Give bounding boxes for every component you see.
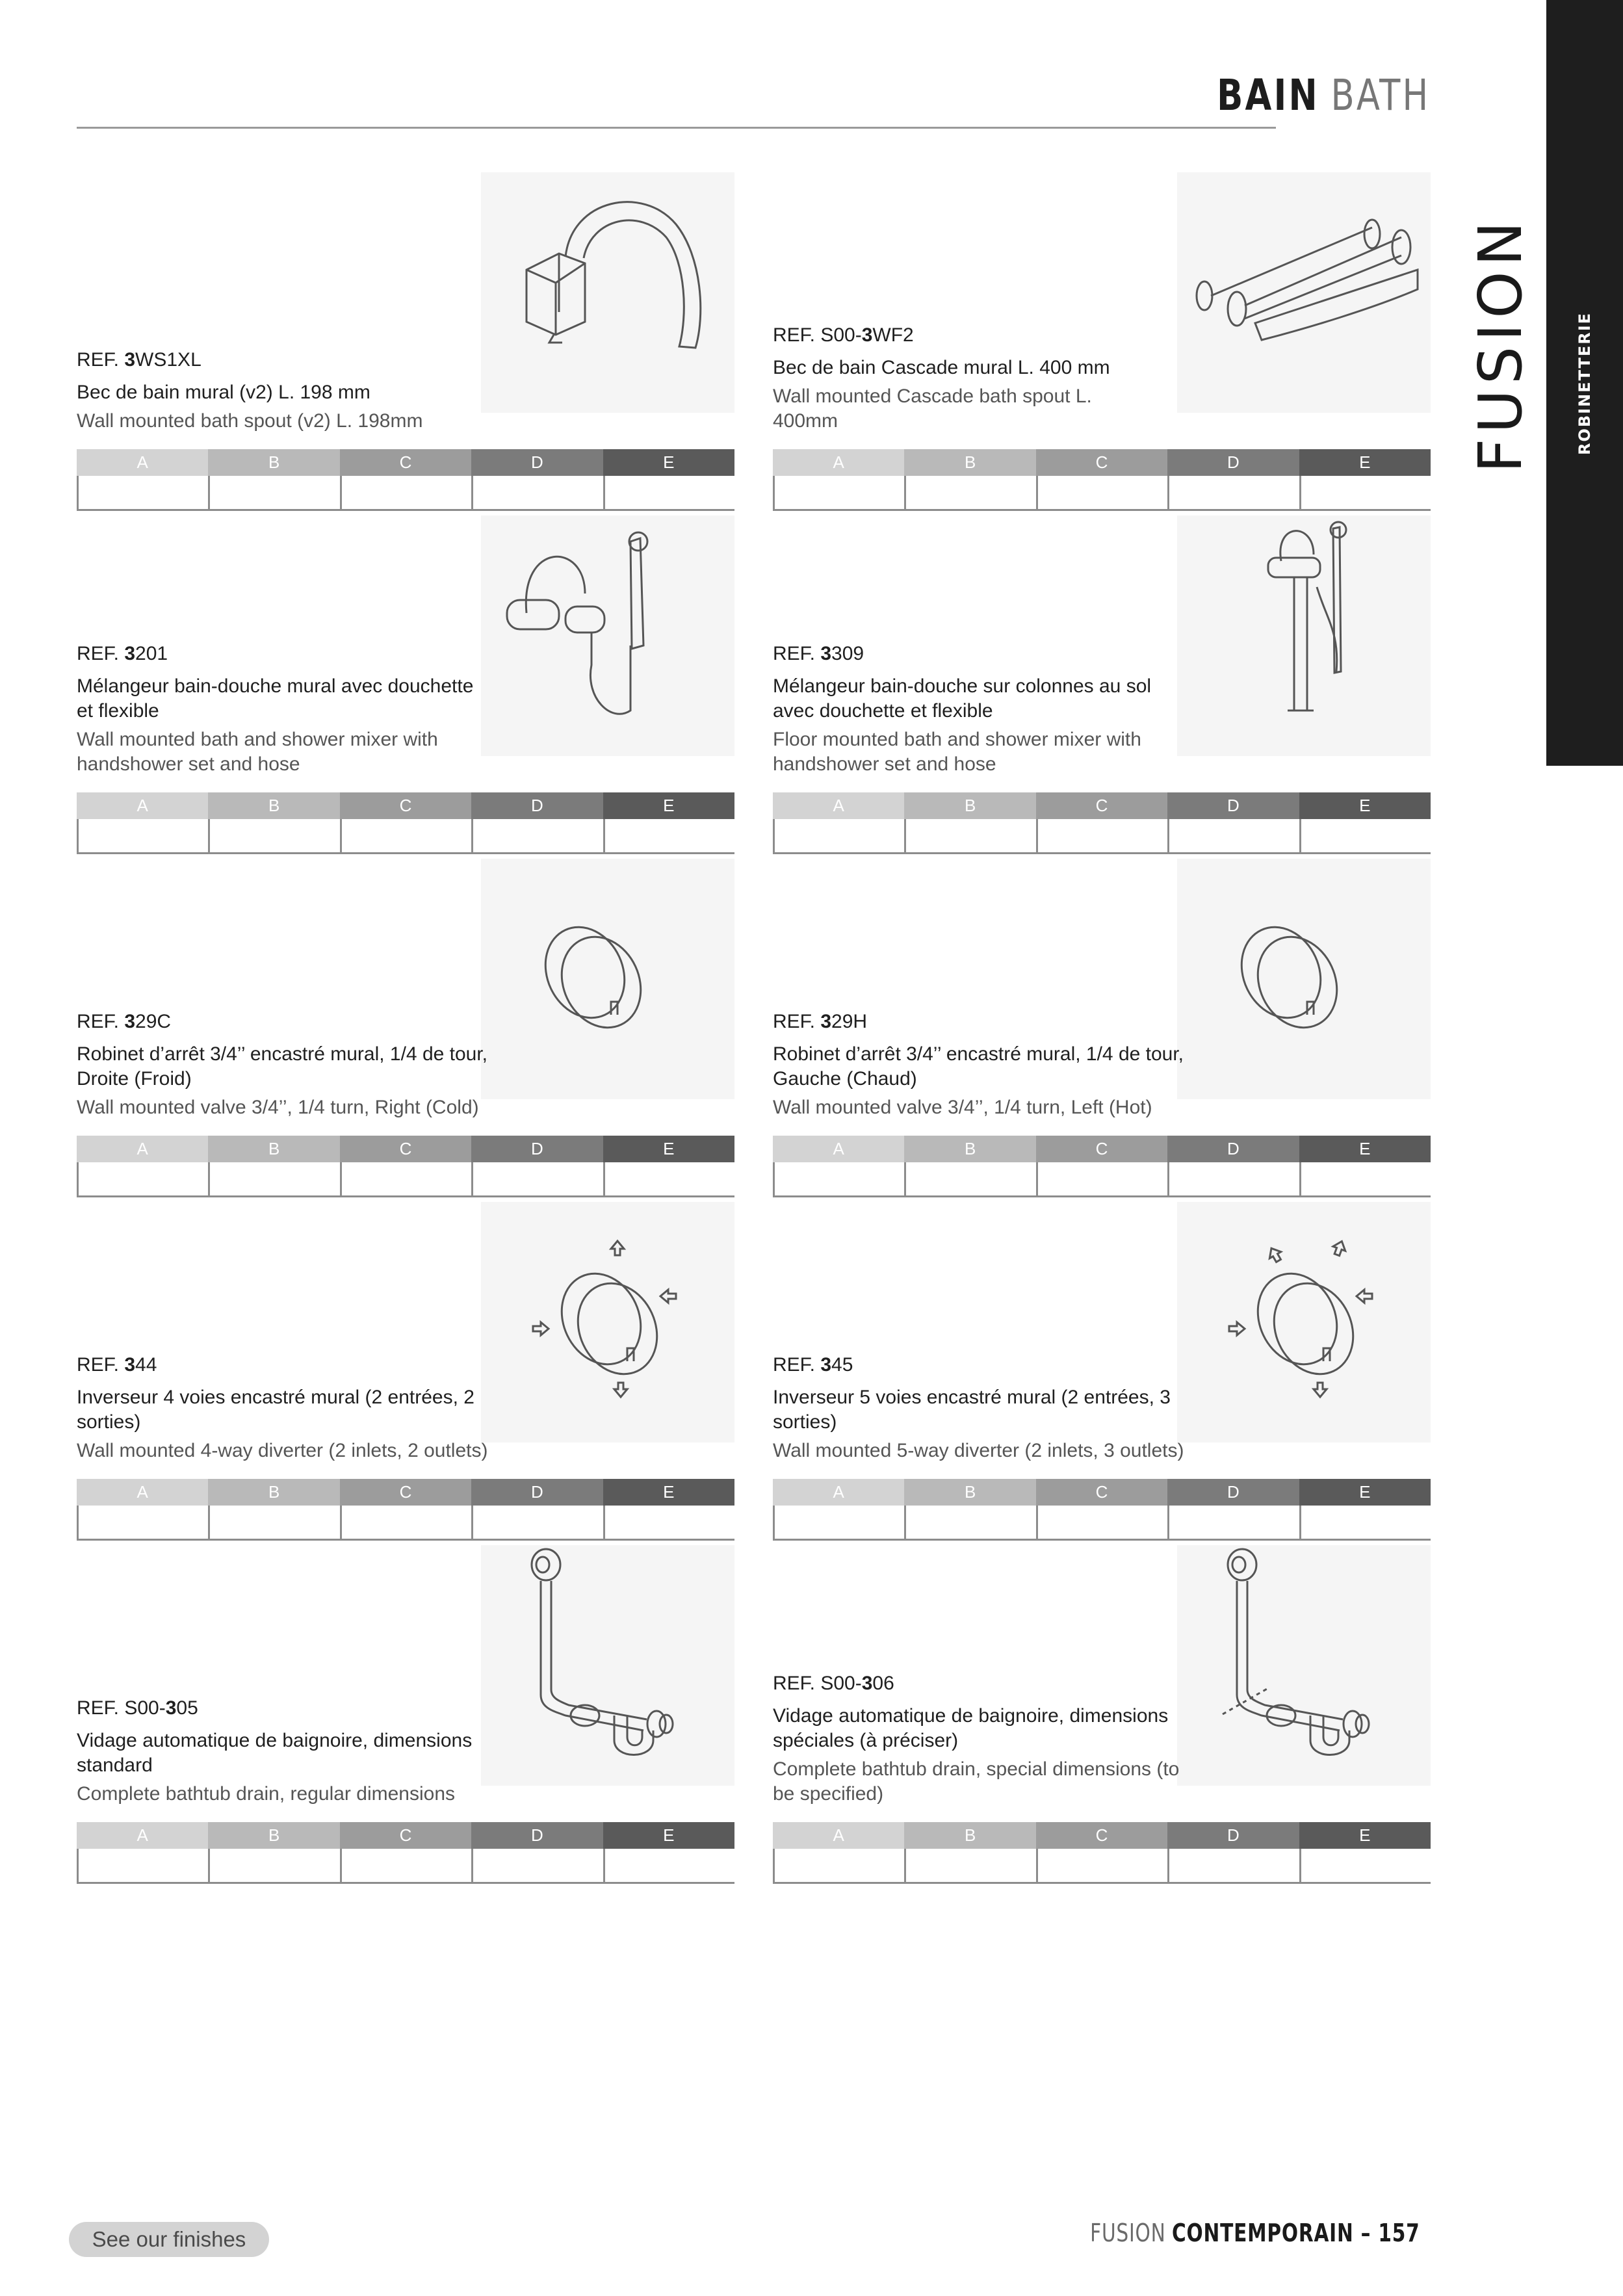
finish-cell <box>1036 476 1167 509</box>
header-divider <box>77 127 1276 129</box>
finish-cell <box>773 1849 904 1882</box>
product-card <box>773 1202 1431 1540</box>
finish-cell <box>904 1506 1035 1539</box>
finish-cell <box>1299 476 1431 509</box>
finish-c: C <box>340 449 471 476</box>
finish-grid <box>773 1822 1431 1883</box>
product-name-en: Wall mounted 4-way diverter (2 inlets, 2 outlets) <box>77 1440 488 1461</box>
product-name-en: Wall mounted bath spout (v2) L. 198mm <box>77 410 423 432</box>
finish-b: B <box>208 792 339 819</box>
product-name-fr: Bec de bain Cascade mural L. 400 mm <box>773 357 1110 378</box>
product-card <box>773 1545 1431 1883</box>
footer-page-label: CONTEMPORAIN – 157 <box>1172 2219 1420 2247</box>
finish-c: C <box>1036 449 1167 476</box>
finish-d: D <box>471 1136 603 1162</box>
finish-cell <box>471 476 603 509</box>
product-text <box>77 643 493 777</box>
finish-a: A <box>773 1136 904 1162</box>
finish-cell <box>340 1506 471 1539</box>
product-text <box>77 1697 493 1807</box>
finish-e: E <box>603 1479 734 1506</box>
product-ref: REF. 329C <box>77 1011 172 1032</box>
finish-b: B <box>208 1822 339 1849</box>
finish-cell <box>77 1162 208 1195</box>
finish-a: A <box>77 1136 208 1162</box>
bathtub-drain-special-icon <box>1177 1545 1431 1786</box>
product-text <box>77 349 493 434</box>
finish-cell <box>1299 1162 1431 1195</box>
product-text <box>773 324 1189 434</box>
product-name-en: Complete bathtub drain, regular dimensions <box>77 1783 455 1805</box>
finish-d: D <box>1167 1136 1299 1162</box>
finish-e: E <box>1299 1136 1431 1162</box>
product-card <box>773 172 1431 510</box>
finish-cell <box>904 1162 1035 1195</box>
product-card <box>77 1202 734 1540</box>
finish-b: B <box>904 1136 1035 1162</box>
side-brand: FUSION <box>1466 216 1535 473</box>
finish-a: A <box>77 449 208 476</box>
product-name-fr: Vidage automatique de baignoire, dimensions standard <box>77 1730 473 1776</box>
finish-grid <box>77 792 734 854</box>
finish-d: D <box>471 1479 603 1506</box>
finish-cell <box>1036 1162 1167 1195</box>
product-name-fr: Inverseur 4 voies encastré mural (2 entrées, 2 sorties) <box>77 1387 474 1433</box>
finish-cell <box>208 476 339 509</box>
product-name-en: Wall mounted 5-way diverter (2 inlets, 3 outlets) <box>773 1440 1184 1461</box>
product-text <box>77 1011 493 1120</box>
product-name-en: Floor mounted bath and shower mixer with handshower set and hose <box>773 729 1141 775</box>
finish-cell <box>1299 1849 1431 1882</box>
finish-cell <box>603 1162 734 1195</box>
product-ref: REF. 345 <box>773 1354 853 1376</box>
finish-cell <box>1299 1506 1431 1539</box>
finish-cell <box>603 1849 734 1882</box>
finish-d: D <box>471 449 603 476</box>
product-card <box>77 1545 734 1883</box>
finish-a: A <box>77 1479 208 1506</box>
product-card <box>77 859 734 1197</box>
finish-b: B <box>904 792 1035 819</box>
product-name-en: Wall mounted bath and shower mixer with handshower set and hose <box>77 729 438 775</box>
floor-mixer-icon <box>1177 515 1431 756</box>
bath-spout-icon <box>481 172 734 413</box>
finish-cell <box>471 1849 603 1882</box>
diverter-4way-icon <box>481 1202 734 1442</box>
product-card <box>773 859 1431 1197</box>
wall-mixer-icon <box>481 515 734 756</box>
finish-c: C <box>340 1479 471 1506</box>
finish-b: B <box>904 1822 1035 1849</box>
product-text <box>773 1673 1189 1807</box>
finish-cell <box>340 1162 471 1195</box>
finish-grid <box>77 1136 734 1197</box>
finish-b: B <box>208 1136 339 1162</box>
finish-cell <box>1167 819 1299 852</box>
finish-cell <box>208 1162 339 1195</box>
finish-a: A <box>77 1822 208 1849</box>
finish-b: B <box>904 1479 1035 1506</box>
product-name-fr: Robinet d’arrêt 3/4’’ encastré mural, 1/4 de tour, Gauche (Chaud) <box>773 1043 1184 1089</box>
finish-a: A <box>77 792 208 819</box>
finish-grid <box>77 1822 734 1883</box>
finish-cell <box>77 476 208 509</box>
finish-cell <box>77 1849 208 1882</box>
valve-knob-icon <box>1177 859 1431 1099</box>
finish-cell <box>471 819 603 852</box>
product-text <box>77 1354 493 1463</box>
finish-c: C <box>340 1822 471 1849</box>
product-name-en: Wall mounted valve 3/4’’, 1/4 turn, Left (Hot) <box>773 1097 1152 1118</box>
side-category-label: ROBINETTERIE <box>1576 311 1594 456</box>
finish-cell <box>1167 1849 1299 1882</box>
finish-cell <box>340 1849 471 1882</box>
finish-cell <box>773 819 904 852</box>
finish-c: C <box>340 792 471 819</box>
finish-cell <box>904 476 1035 509</box>
product-ref: REF. S00-305 <box>77 1697 198 1719</box>
finish-cell <box>773 1162 904 1195</box>
page-title <box>1217 70 1430 120</box>
finish-cell <box>340 476 471 509</box>
finish-cell <box>340 819 471 852</box>
finish-d: D <box>1167 449 1299 476</box>
footer-brand: FUSION <box>1090 2219 1167 2247</box>
finish-d: D <box>1167 1479 1299 1506</box>
product-name-fr: Inverseur 5 voies encastré mural (2 entrées, 3 sorties) <box>773 1387 1171 1433</box>
finish-a: A <box>773 449 904 476</box>
product-card <box>773 515 1431 854</box>
finish-cell <box>471 1506 603 1539</box>
finish-cell <box>1167 476 1299 509</box>
product-ref: REF. 3309 <box>773 643 864 664</box>
finish-cell <box>1167 1506 1299 1539</box>
finish-e: E <box>1299 449 1431 476</box>
finish-e: E <box>603 449 734 476</box>
finish-cell <box>208 1849 339 1882</box>
product-name-fr: Robinet d’arrêt 3/4’’ encastré mural, 1/4 de tour, Droite (Froid) <box>77 1043 488 1089</box>
finish-cell <box>471 1162 603 1195</box>
cascade-spout-icon <box>1177 172 1431 413</box>
finish-c: C <box>340 1136 471 1162</box>
finish-grid <box>77 1479 734 1540</box>
title-bain: BAIN <box>1216 70 1319 120</box>
finish-d: D <box>1167 792 1299 819</box>
finish-cell <box>603 476 734 509</box>
finish-e: E <box>1299 1822 1431 1849</box>
product-card <box>77 172 734 510</box>
finish-b: B <box>208 449 339 476</box>
finish-grid <box>773 1479 1431 1540</box>
finish-c: C <box>1036 1479 1167 1506</box>
finish-cell <box>77 1506 208 1539</box>
finish-cell <box>603 819 734 852</box>
finish-cell <box>773 1506 904 1539</box>
finish-cell <box>208 819 339 852</box>
finish-grid <box>77 449 734 510</box>
finish-cell <box>208 1506 339 1539</box>
product-name-fr: Bec de bain mural (v2) L. 198 mm <box>77 382 370 403</box>
product-name-en: Complete bathtub drain, special dimensions (to be specified) <box>773 1758 1180 1805</box>
product-text <box>773 1354 1189 1463</box>
finish-b: B <box>904 449 1035 476</box>
product-ref: REF. 344 <box>77 1354 157 1376</box>
finish-c: C <box>1036 792 1167 819</box>
finish-a: A <box>773 1479 904 1506</box>
product-ref: REF. S00-3WF2 <box>773 324 914 346</box>
finish-cell <box>603 1506 734 1539</box>
finish-b: B <box>208 1479 339 1506</box>
finish-cell <box>904 1849 1035 1882</box>
product-text <box>773 643 1189 777</box>
diverter-5way-icon <box>1177 1202 1431 1442</box>
page-footer <box>1091 2219 1420 2247</box>
finish-a: A <box>773 1822 904 1849</box>
product-name-en: Wall mounted valve 3/4’’, 1/4 turn, Right (Cold) <box>77 1097 479 1118</box>
product-name-en: Wall mounted Cascade bath spout L. 400mm <box>773 385 1092 432</box>
see-finishes-button[interactable]: See our finishes <box>69 2222 269 2257</box>
finish-grid <box>773 792 1431 854</box>
finish-e: E <box>603 1136 734 1162</box>
finish-a: A <box>773 792 904 819</box>
finish-cell <box>77 819 208 852</box>
finish-e: E <box>1299 792 1431 819</box>
finish-cell <box>904 819 1035 852</box>
product-text <box>773 1011 1189 1120</box>
finish-d: D <box>471 792 603 819</box>
finish-c: C <box>1036 1822 1167 1849</box>
finish-cell <box>1299 819 1431 852</box>
bathtub-drain-icon <box>481 1545 734 1786</box>
product-ref: REF. S00-306 <box>773 1673 894 1694</box>
finish-cell <box>1036 819 1167 852</box>
product-name-fr: Vidage automatique de baignoire, dimensions spéciales (à préciser) <box>773 1705 1169 1751</box>
product-name-fr: Mélangeur bain-douche sur colonnes au sol avec douchette et flexible <box>773 675 1152 722</box>
finish-cell <box>1167 1162 1299 1195</box>
finish-c: C <box>1036 1136 1167 1162</box>
finish-e: E <box>1299 1479 1431 1506</box>
title-bath: BATH <box>1331 70 1430 120</box>
product-ref: REF. 3WS1XL <box>77 349 201 371</box>
finish-grid <box>773 449 1431 510</box>
valve-knob-icon <box>481 859 734 1099</box>
finish-cell <box>1036 1849 1167 1882</box>
product-name-fr: Mélangeur bain-douche mural avec douchette et flexible <box>77 675 474 722</box>
finish-e: E <box>603 792 734 819</box>
finish-d: D <box>471 1822 603 1849</box>
product-ref: REF. 3201 <box>77 643 168 664</box>
finish-cell <box>773 476 904 509</box>
finish-cell <box>1036 1506 1167 1539</box>
product-ref: REF. 329H <box>773 1011 868 1032</box>
finish-grid <box>773 1136 1431 1197</box>
finish-d: D <box>1167 1822 1299 1849</box>
finish-e: E <box>603 1822 734 1849</box>
product-card <box>77 515 734 854</box>
